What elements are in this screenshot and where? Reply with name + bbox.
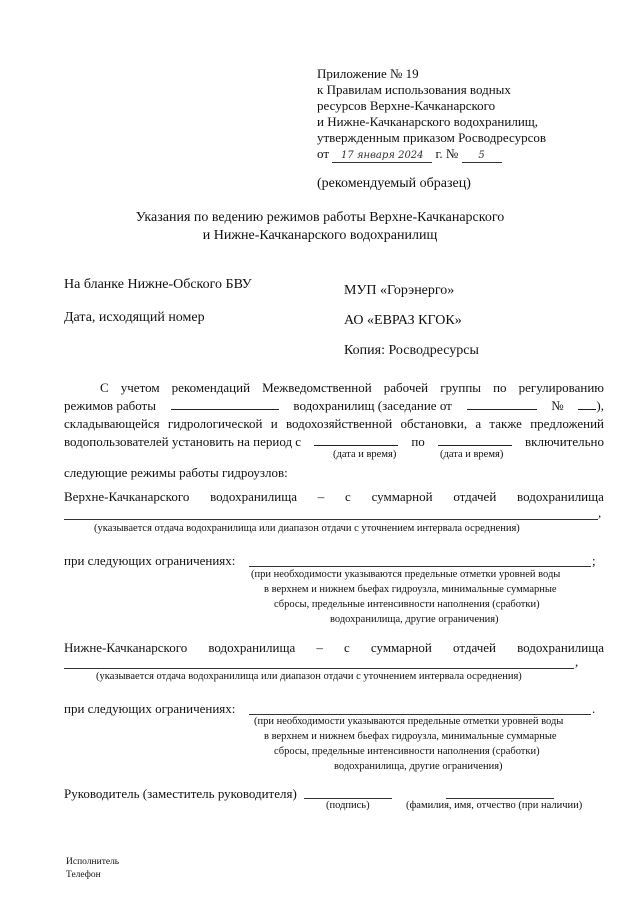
blank-field xyxy=(578,398,596,410)
paragraph-text: суммарной xyxy=(371,489,433,504)
blank-field xyxy=(171,398,279,410)
document-title-line1: Указания по ведению режимов работы Верхне-Качканарского xyxy=(135,210,505,225)
executor-label: Исполнитель xyxy=(66,857,120,867)
sample-note: (рекомендуемый образец) xyxy=(317,176,471,191)
name-hint: (фамилия, имя, отчество (при наличии) xyxy=(406,800,583,811)
paragraph-line: следующие режимы работы гидроузлов: xyxy=(64,465,288,480)
appendix-line: ресурсов Верхне-Качканарского xyxy=(317,98,496,113)
upper-discharge-field xyxy=(64,519,598,520)
paragraph-text: водохранилища xyxy=(208,640,296,655)
punctuation: . xyxy=(592,701,596,716)
lower-limits-hint: в верхнем и нижнем бьефах гидроузла, минимальные суммарные xyxy=(264,731,557,742)
paragraph-text: складывающейся гидрологической и водохозяйственной обстановки, а также предложений xyxy=(64,416,604,431)
paragraph-text: водохранилищ (заседание от xyxy=(293,398,452,413)
paragraph-text: водохранилища xyxy=(517,640,604,655)
appendix-line: к Правилам использования водных xyxy=(317,82,511,97)
paragraph-text: – xyxy=(317,489,325,504)
paragraph-text: отдачей xyxy=(453,489,497,504)
paragraph-text: Верхне-Качканарского xyxy=(64,489,190,504)
upper-limits-field xyxy=(249,566,591,567)
paragraph-text: суммарной xyxy=(370,640,432,655)
paragraph-text: по xyxy=(411,434,425,449)
paragraph-text: водохранилища xyxy=(517,489,604,504)
upper-discharge-hint: (указывается отдача водохранилища или диапазон отдачи с уточнением интервала осреднения) xyxy=(94,523,520,534)
copy-addressee: Копия: Росводресурсы xyxy=(344,343,479,358)
blank-field xyxy=(438,434,512,446)
addressee-2: АО «ЕВРАЗ КГОК» xyxy=(344,313,462,328)
addressee-1: МУП «Горэнерго» xyxy=(344,283,455,298)
lower-reservoir-line xyxy=(64,640,604,656)
paragraph-line xyxy=(64,398,604,414)
paragraph-line xyxy=(64,380,604,396)
blank-field xyxy=(467,398,537,410)
upper-reservoir-line xyxy=(64,489,604,505)
lower-limits-hint: сбросы, предельные интенсивности наполнения (сработки) xyxy=(274,746,540,757)
hint-date-to: (дата и время) xyxy=(440,449,504,460)
handwritten-number xyxy=(462,146,502,163)
lower-limits-field xyxy=(249,714,591,715)
lower-limits-hint: водохранилища, другие ограничения) xyxy=(334,761,503,772)
lower-limits-hint: (при необходимости указываются предельные отметки уровней воды xyxy=(254,716,564,727)
appendix-number: Приложение № 19 xyxy=(317,66,419,81)
paragraph-text: включительно xyxy=(525,434,604,449)
signature-label: Руководитель (заместитель руководителя) xyxy=(64,786,297,801)
paragraph-text: Нижне-Качканарского xyxy=(64,640,188,655)
paragraph-text: – xyxy=(316,640,323,655)
appendix-line: утвержденным приказом Росводресурсов xyxy=(317,130,546,145)
paragraph-line xyxy=(64,434,604,450)
blank-field xyxy=(314,434,398,446)
lower-discharge-field xyxy=(64,668,574,669)
upper-limits-hint: сбросы, предельные интенсивности наполнения (сработки) xyxy=(274,599,540,610)
appendix-date-line xyxy=(317,146,502,163)
handwritten-date xyxy=(332,146,432,163)
punctuation: , xyxy=(598,505,602,520)
paragraph-text: с xyxy=(343,640,350,655)
signature-hint: (подпись) xyxy=(326,800,370,811)
name-field xyxy=(446,798,554,799)
upper-limits-hint: в верхнем и нижнем бьефах гидроузла, минимальные суммарные xyxy=(264,584,557,595)
paragraph-text: с xyxy=(345,489,351,504)
handwritten-date-text: 17 января 2024 xyxy=(340,150,424,161)
punctuation: , xyxy=(575,654,579,669)
paragraph-text: водохранилища xyxy=(210,489,297,504)
paragraph-text: С учетом рекомендаций Межведомственной рабочей группы по регулированию xyxy=(100,380,604,395)
hint-date-from: (дата и время) xyxy=(333,449,397,460)
lower-discharge-hint: (указывается отдача водохранилища или диапазон отдачи с уточнением интервала осреднения) xyxy=(96,671,522,682)
phone-label: Телефон xyxy=(66,870,101,880)
date-suffix: г. № xyxy=(435,146,459,161)
punctuation: ; xyxy=(592,553,596,568)
paragraph-text: отдачей xyxy=(453,640,496,655)
letterhead-note: На бланке Нижне-Обского БВУ xyxy=(64,277,252,292)
date-number-note: Дата, исходящий номер xyxy=(64,310,205,325)
paragraph-text: № xyxy=(551,398,564,413)
handwritten-number-text: 5 xyxy=(478,150,485,161)
paragraph-text: режимов работы xyxy=(64,398,156,413)
appendix-line: и Нижне-Качканарского водохранилищ, xyxy=(317,114,539,129)
upper-limits-hint: водохранилища, другие ограничения) xyxy=(330,614,499,625)
paragraph-text: ), xyxy=(596,398,604,413)
lower-limits-label: при следующих ограничениях: xyxy=(64,701,236,716)
document-title-line2: и Нижне-Качканарского водохранилищ xyxy=(202,228,438,243)
paragraph-text: водопользователей установить на период с xyxy=(64,434,302,449)
upper-limits-hint: (при необходимости указываются предельные отметки уровней воды xyxy=(251,569,561,580)
signature-field xyxy=(304,798,392,799)
date-prefix: от xyxy=(317,146,330,161)
upper-limits-label: при следующих ограничениях: xyxy=(64,553,236,568)
paragraph-line xyxy=(64,416,604,432)
